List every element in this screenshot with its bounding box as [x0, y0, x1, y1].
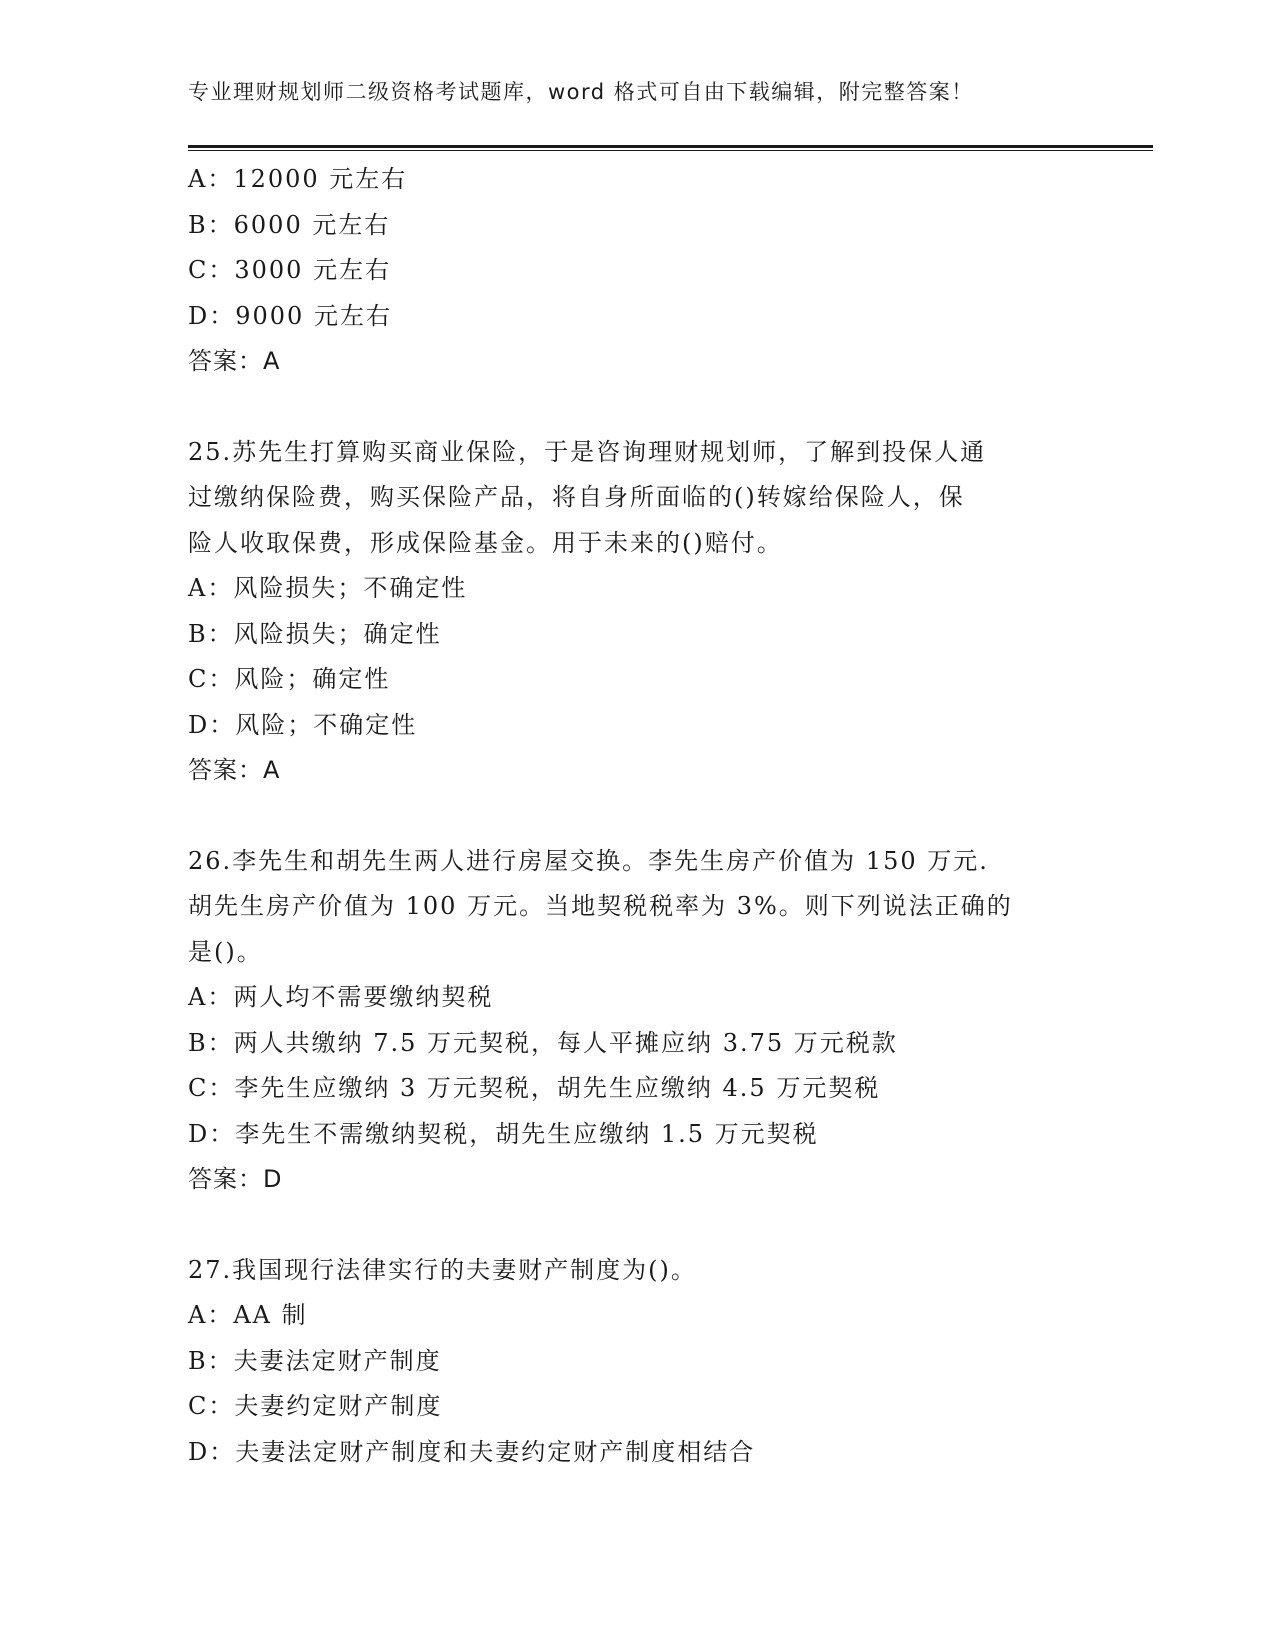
option-b: B：夫妻法定财产制度 [188, 1346, 442, 1375]
question-stem-line: 26.李先生和胡先生两人进行房屋交换。李先生房产价值为 150 万元. [188, 846, 989, 875]
option-d: D：李先生不需缴纳契税，胡先生应缴纳 1.5 万元契税 [188, 1119, 819, 1148]
question-27 [188, 1248, 1088, 1476]
previous-question [188, 157, 1088, 385]
question-stem-line: 是()。 [188, 937, 263, 966]
question-stem-line: 胡先生房产价值为 100 万元。当地契税税率为 3%。则下列说法正确的 [188, 892, 1013, 920]
document-body [188, 157, 1088, 1475]
question-stem-line: 过缴纳保险费，购买保险产品，将自身所面临的()转嫁给保险人，保 [188, 483, 965, 511]
option-c: C：3000 元左右 [188, 256, 392, 284]
option-d: D：9000 元左右 [188, 301, 392, 330]
answer-line: 答案：D [188, 1165, 283, 1193]
option-d: D：夫妻法定财产制度和夫妻约定财产制度相结合 [188, 1437, 756, 1466]
answer-line: 答案：A [188, 756, 281, 784]
question-25 [188, 430, 1088, 794]
question-stem-line: 险人收取保费，形成保险基金。用于未来的()赔付。 [188, 528, 783, 557]
option-a: A：风险损失；不确定性 [188, 574, 468, 602]
question-26 [188, 839, 1088, 1203]
option-c: C：李先生应缴纳 3 万元契税，胡先生应缴纳 4.5 万元契税 [188, 1074, 881, 1102]
option-a: A：AA 制 [188, 1301, 308, 1329]
question-stem-line: 25.苏先生打算购买商业保险，于是咨询理财规划师，了解到投保人通 [188, 437, 987, 466]
header-rule-thin [188, 150, 1153, 151]
option-d: D：风险；不确定性 [188, 710, 418, 739]
answer-line: 答案：A [188, 347, 281, 375]
page-header: 专业理财规划师二级资格考试题库，word 格式可自由下载编辑，附完整答案！ [188, 80, 974, 104]
option-b: B：6000 元左右 [188, 210, 391, 239]
option-a: A：12000 元左右 [188, 165, 408, 193]
option-a: A：两人均不需要缴纳契税 [188, 983, 494, 1011]
question-stem-line: 27.我国现行法律实行的夫妻财产制度为()。 [188, 1255, 697, 1284]
header-rule [188, 145, 1153, 148]
option-b: B：风险损失；确定性 [188, 619, 442, 648]
option-c: C：夫妻约定财产制度 [188, 1392, 443, 1420]
option-c: C：风险；确定性 [188, 665, 391, 693]
option-b: B：两人共缴纳 7.5 万元契税，每人平摊应纳 3.75 万元税款 [188, 1028, 898, 1057]
